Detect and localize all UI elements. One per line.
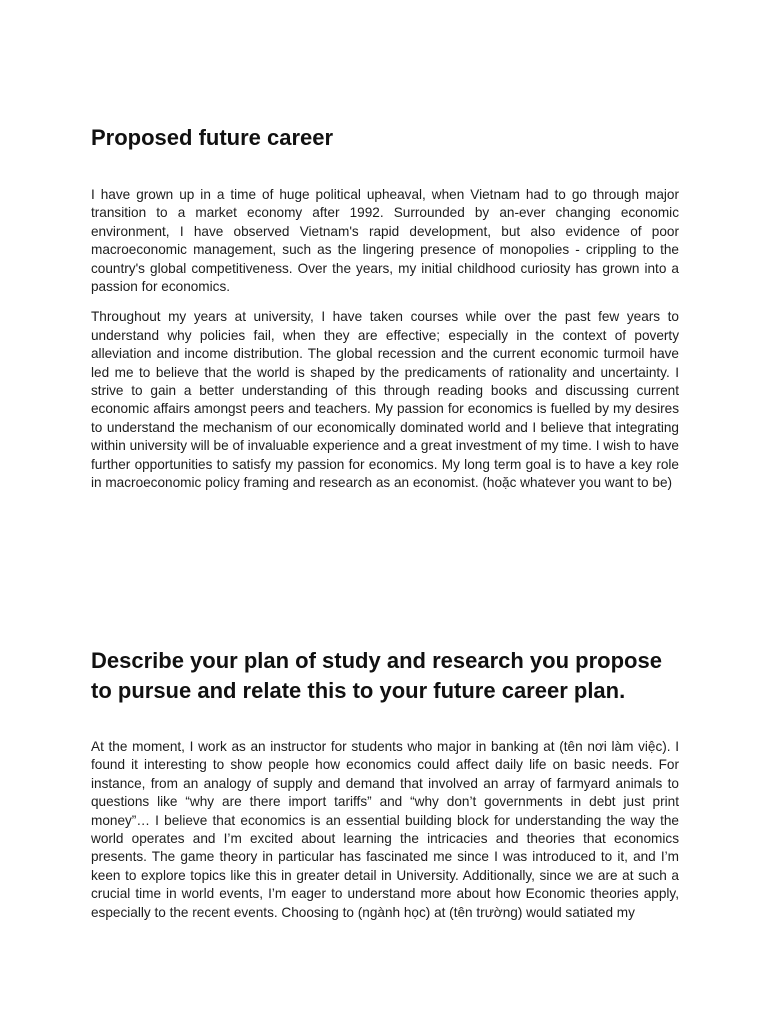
paragraph: Throughout my years at university, I have taken courses while over the past few years to understand why policies fail, when they are effective; especially in the context of poverty alleviation and income distribution. The global recession and the current economic turmoil have led me to believe that the world is shaped by the predicaments of rationality and uncertainty. I strive to gain a better understanding of this through reading books and discussing current economic affairs amongst peers and teachers. My passion for economics is fuelled by my desires to understand the mechanism of our economically dominated world and I believe that integrating within university will be of invaluable experience and a great investment of my time. I wish to have further opportunities to satisfy my passion for economics. My long term goal is to have a key role in macroeconomic policy framing and research as an economist. (hoặc whatever you want to be) bbox=[91, 309, 679, 491]
section-body-study-plan bbox=[91, 738, 679, 934]
section-title-study-plan: Describe your plan of study and research you propose to pursue and relate this to your future career plan. bbox=[91, 648, 662, 703]
section-body-proposed-career bbox=[91, 186, 679, 505]
paragraph: At the moment, I work as an instructor for students who major in banking at (tên nơi làm việc). I found it interesting to show people how economics could affect daily life on basic needs. For instance, from an analogy of supply and demand that involved an array of farmyard animals to questions like “why are there import tariffs” and “why don’t governments in debt just print money”… I believe that economics is an essential building block for understanding the way the world operates and I’m excited about learning the intricacies and theories that economics presents. The game theory in particular has fascinated me since I was introduced to it, and I’m keen to explore topics like this in greater detail in University. Additionally, since we are at such a crucial time in world events, I’m eager to understand more about how Economic theories apply, especially to the recent events. Choosing to (ngành học) at (tên trường) would satiated my bbox=[91, 739, 679, 920]
paragraph: I have grown up in a time of huge political upheaval, when Vietnam had to go through major transition to a market economy after 1992. Surrounded by an-ever changing economic environment, I have observed Vietnam's rapid development, but also evidence of poor macroeconomic management, such as the lingering presence of monopolies - crippling to the country's global competitiveness. Over the years, my initial childhood curiosity has grown into a passion for economics. bbox=[91, 187, 679, 295]
section-title-proposed-career: Proposed future career bbox=[91, 125, 334, 150]
